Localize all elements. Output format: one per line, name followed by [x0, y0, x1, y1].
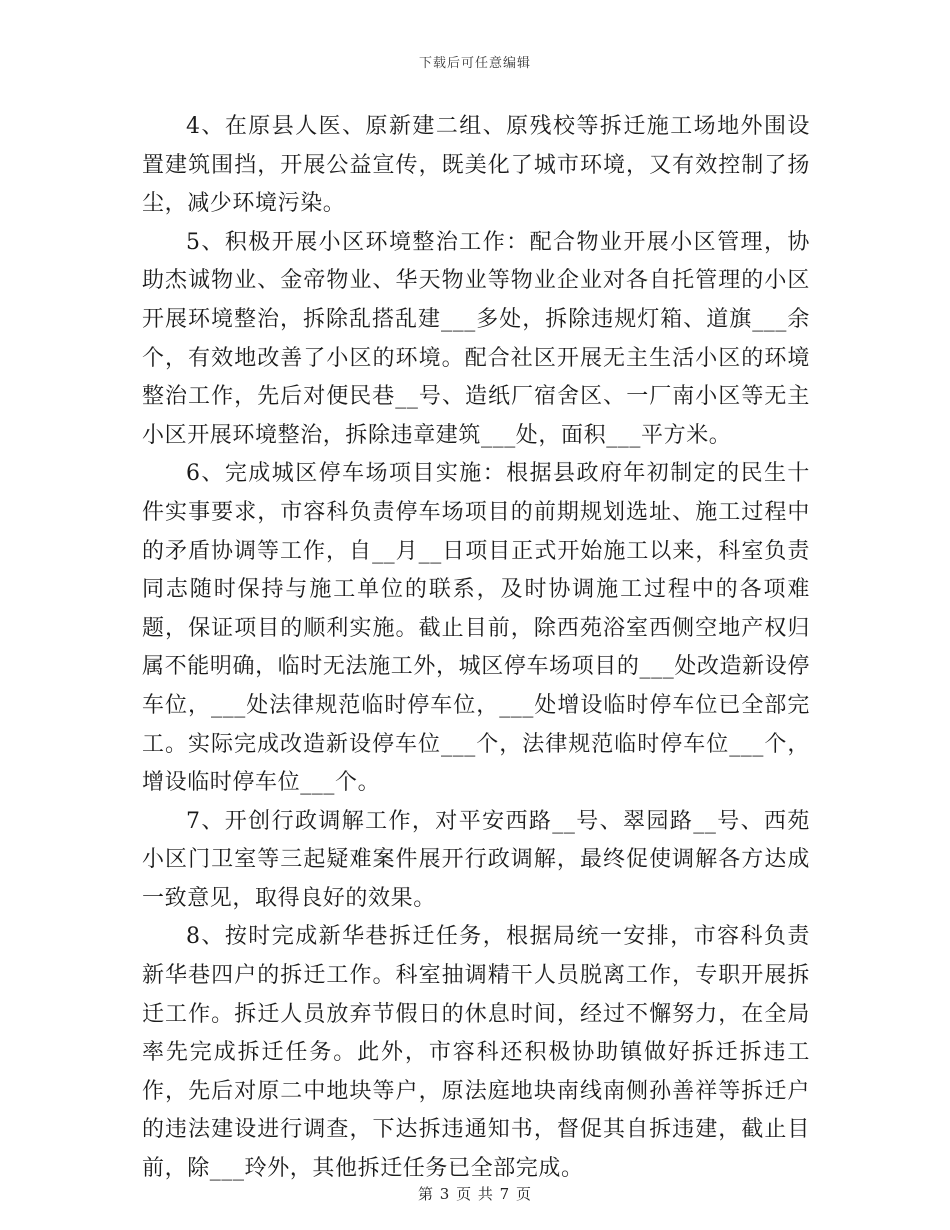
paragraph-item-7: 7、开创行政调解工作，对平安西路__号、翠园路__号、西苑小区门卫室等三起疑难案件展开行政调解，最终促使调解各方达成一致意见，取得良好的效果。 — [142, 808, 810, 911]
paragraph-item-6: 6、完成城区停车场项目实施：根据县政府年初制定的民生十件实事要求，市容科负责停车场项目的前期规划选址、施工过程中的矛盾协调等工作，自__月__日项目正式开始施工以来，科室负责同志随时保持与施工单位的联系，及时协调施工过程中的各项难题，保证项目的顺利实施。截止目前，除西苑浴室西侧空地产权归属不能明确，临时无法施工外，城区停车场项目的___处改造新设停车位，___处法律规范临时停车位，___处增设临时停车位已全部完工。实际完成改造新设停车位___个，法律规范临时停车位___个，增设临时停车位___个。 — [142, 461, 810, 796]
paragraph-item-4: 4、在原县人医、原新建二组、原残校等拆迁施工场地外围设置建筑围挡，开展公益宣传，既美化了城市环境，又有效控制了扬尘，减少环境污染。 — [142, 114, 810, 217]
paragraph-item-8: 8、按时完成新华巷拆迁任务，根据局统一安排，市容科负责新华巷四户的拆迁工作。科室抽调精干人员脱离工作，专职开展拆迁工作。拆迁人员放弃节假日的休息时间，经过不懈努力，在全局率先完成拆迁任务。此外，市容科还积极协助镇做好拆迁拆违工作，先后对原二中地块等户，原法庭地块南线南侧孙善祥等拆迁户的违法建设进行调查，下达拆违通知书，督促其自拆违建，截止目前，除___玲外，其他拆迁任务已全部完成。 — [142, 924, 810, 1182]
page-header-note: 下载后可任意编辑 — [418, 56, 531, 71]
document-body — [142, 108, 810, 1189]
paragraph-item-5: 5、积极开展小区环境整治工作：配合物业开展小区管理，协助杰诚物业、金帝物业、华天物业等物业企业对各自托管理的小区开展环境整治，拆除乱搭乱建___多处，拆除违规灯箱、道旗___余个，有效地改善了小区的环境。配合社区开展无主生活小区的环境整治工作，先后对便民巷__号、造纸厂宿舍区、一厂南小区等无主小区开展环境整治，拆除违章建筑___处，面积___平方米。 — [142, 229, 810, 448]
page-number: 第 3 页 共 7 页 — [418, 1185, 532, 1203]
